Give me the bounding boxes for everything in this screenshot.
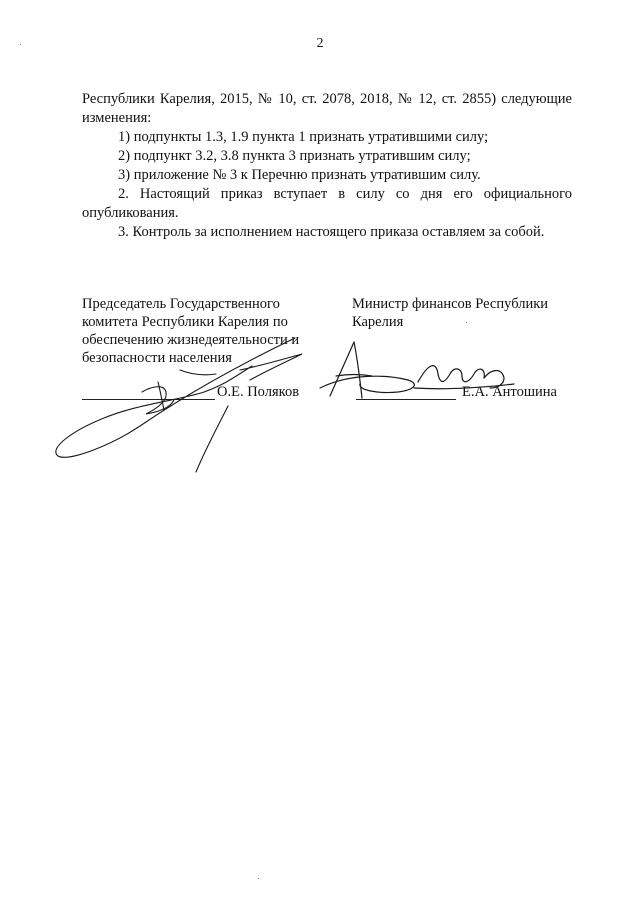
right-signatory-title: Министр финансов Республики Карелия — [352, 296, 549, 330]
list-item: 2) подпункт 3.2, 3.8 пункта 3 признать утратившим силу; — [118, 148, 471, 164]
right-signatory-name: Е.А. Антошина — [462, 384, 557, 400]
scan-speck — [466, 322, 467, 323]
left-signatory-title: Председатель Государственного комитета Республики Карелия по обеспечению жизнедеятельности и безопасности населения — [82, 296, 300, 366]
scan-speck — [20, 44, 21, 45]
list-item: 1) подпункты 1.3, 1.9 пункта 1 признать утратившими силу; — [118, 129, 489, 145]
body-line: 2. Настоящий приказ вступает в силу со дня его официального — [118, 186, 572, 202]
right-handwritten-signature — [318, 338, 518, 410]
body-line: Республики Карелия, 2015, № 10, ст. 2078, 2018, № 12, ст. 2855) следующие — [82, 91, 572, 107]
page-number: 2 — [316, 36, 324, 51]
list-item: 3) приложение № 3 к Перечню признать утратившим силу. — [118, 167, 481, 183]
body-line: 3. Контроль за исполнением настоящего приказа оставляем за собой. — [118, 224, 545, 240]
scan-speck — [258, 878, 259, 879]
document-body — [82, 90, 572, 242]
left-signatory-name: О.Е. Поляков — [217, 384, 300, 400]
left-handwritten-signature — [40, 330, 320, 480]
body-line: изменения: — [82, 110, 152, 126]
body-line: опубликования. — [82, 205, 179, 221]
